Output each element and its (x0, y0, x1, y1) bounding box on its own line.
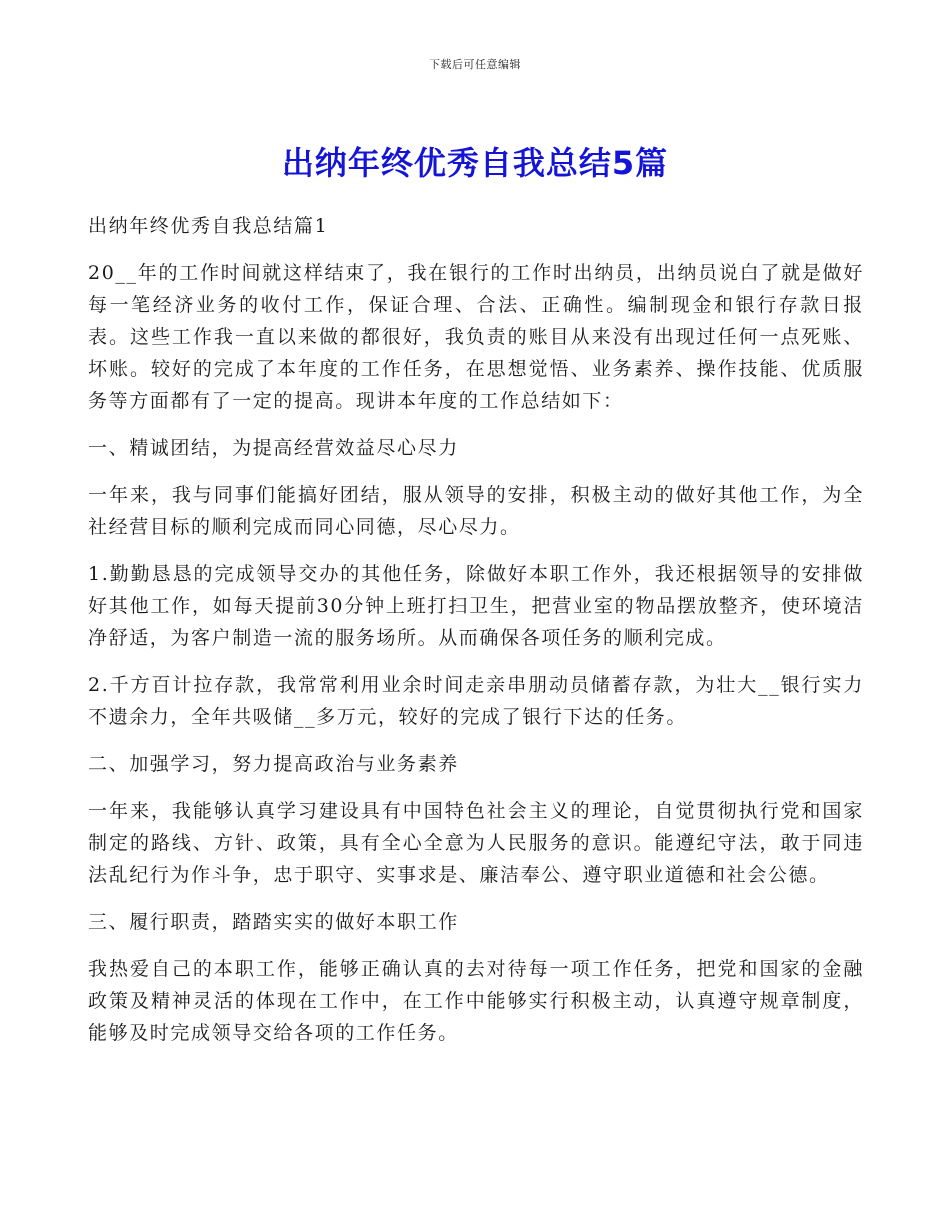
paragraph-unity: 一年来，我与同事们能搞好团结，服从领导的安排，积极主动的做好其他工作，为全社经营目标的顺利完成而同心同德，尽心尽力。 (88, 484, 864, 538)
section-heading-article-1: 出纳年终优秀自我总结篇1 (88, 215, 329, 237)
list-item-1: 1.勤勤恳恳的完成领导交办的其他任务，除做好本职工作外，我还根据领导的安排做好其他工作，如每天提前30分钟上班打扫卫生，把营业室的物品摆放整齐，使环境洁净舒适，为客户制造一流的服务场所。从而确保各项任务的顺利完成。 (88, 563, 864, 649)
section-heading-unity: 一、精诚团结，为提高经营效益尽心尽力 (88, 437, 459, 459)
paragraph-study: 一年来，我能够认真学习建设具有中国特色社会主义的理论，自觉贯彻执行党和国家制定的路线、方针、政策，具有全心全意为人民服务的意识。能遵纪守法，敢于同违法乱纪行为作斗争，忠于职守、实事求是、廉洁奉公、遵守职业道德和社会公德。 (88, 800, 864, 886)
intro-paragraph: 20__年的工作时间就这样结束了，我在银行的工作时出纳员，出纳员说白了就是做好每一笔经济业务的收付工作，保证合理、合法、正确性。编制现金和银行存款日报表。这些工作我一直以来做的都很好，我负责的账目从来没有出现过任何一点死账、坏账。较好的完成了本年度的工作任务，在思想觉悟、业务素养、操作技能、优质服务等方面都有了一定的提高。现讲本年度的工作总结如下： (88, 262, 864, 412)
paragraph-duties: 我热爱自己的本职工作，能够正确认真的去对待每一项工作任务，把党和国家的金融政策及精神灵活的体现在工作中，在工作中能够实行积极主动，认真遵守规章制度，能够及时完成领导交给各项的工作任务。 (88, 958, 864, 1044)
header-note: 下载后可任意编辑 (429, 58, 521, 71)
document-title: 出纳年终优秀自我总结5篇 (281, 144, 669, 182)
section-heading-study: 二、加强学习，努力提高政治与业务素养 (88, 753, 459, 775)
section-heading-duties: 三、履行职责，踏踏实实的做好本职工作 (88, 911, 459, 933)
list-item-2: 2.千方百计拉存款，我常常利用业余时间走亲串朋动员储蓄存款，为壮大__银行实力不遗余力，全年共吸储__多万元，较好的完成了银行下达的任务。 (88, 674, 864, 728)
document-body (88, 210, 864, 1064)
